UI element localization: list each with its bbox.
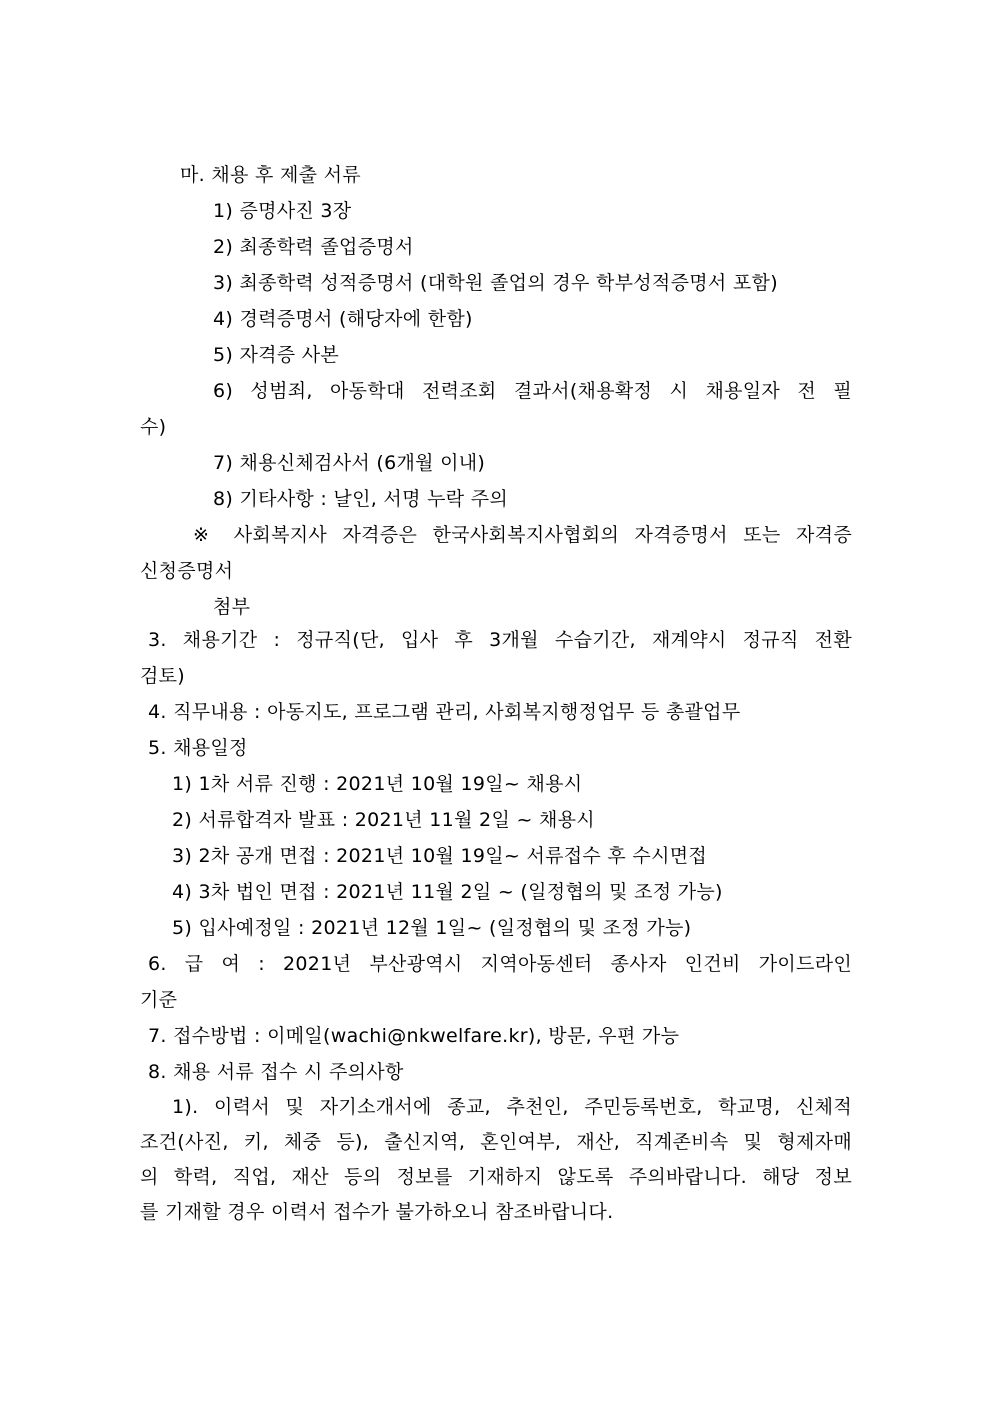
list-item: 7) 채용신체검사서 (6개월 이내)	[213, 452, 486, 474]
list-item: 4) 경력증명서 (해당자에 한함)	[213, 308, 473, 330]
schedule-item: 5) 입사예정일 : 2021년 12월 1일~ (일정협의 및 조정 가능)	[172, 917, 692, 939]
list-item-continuation: 수)	[140, 416, 167, 438]
list-item: 1) 증명사진 3장	[213, 200, 352, 222]
section-5-heading: 5. 채용일정	[148, 737, 248, 759]
note-line: 신청증명서	[140, 560, 234, 582]
section-8-paragraph-line: 조건(사진, 키, 체중 등), 출신지역, 혼인여부, 재산, 직계존비속 및 형제자매	[140, 1131, 852, 1153]
schedule-item: 3) 2차 공개 면접 : 2021년 10월 19일~ 서류접수 후 수시면접	[172, 845, 708, 867]
schedule-item: 1) 1차 서류 진행 : 2021년 10월 19일~ 채용시	[172, 773, 583, 795]
section-8-paragraph-line: 를 기재할 경우 이력서 접수가 불가하오니 참조바랍니다.	[140, 1201, 614, 1223]
section-8-paragraph-line: 의 학력, 직업, 재산 등의 정보를 기재하지 않도록 주의바랍니다. 해당 정보	[140, 1166, 852, 1188]
note-line: ※ 사회복지사 자격증은 한국사회복지사협회의 자격증명서 또는 자격증	[193, 524, 852, 546]
note-line: 첨부	[213, 596, 251, 618]
list-item: 2) 최종학력 졸업증명서	[213, 236, 414, 258]
section-6-line: 6. 급 여 : 2021년 부산광역시 지역아동센터 종사자 인건비 가이드라인	[148, 953, 852, 975]
section-6-line: 기준	[140, 989, 178, 1011]
section-3-line: 3. 채용기간 : 정규직(단, 입사 후 3개월 수습기간, 재계약시 정규직 전환	[148, 629, 852, 651]
list-item: 6) 성범죄, 아동학대 전력조회 결과서(채용확정 시 채용일자 전 필	[213, 380, 852, 402]
section-3-line: 검토)	[140, 665, 186, 687]
section-7-line: 7. 접수방법 : 이메일(wachi@nkwelfare.kr), 방문, 우편 가능	[148, 1025, 680, 1047]
list-item: 8) 기타사항 : 날인, 서명 누락 주의	[213, 488, 509, 510]
list-item: 3) 최종학력 성적증명서 (대학원 졸업의 경우 학부성적증명서 포함)	[213, 272, 778, 294]
section-heading-ma: 마. 채용 후 제출 서류	[180, 164, 361, 186]
schedule-item: 4) 3차 법인 면접 : 2021년 11월 2일 ~ (일정협의 및 조정 가능)	[172, 881, 723, 903]
section-8-paragraph-line: 1). 이력서 및 자기소개서에 종교, 추천인, 주민등록번호, 학교명, 신체적	[172, 1096, 852, 1118]
section-8-heading: 8. 채용 서류 접수 시 주의사항	[148, 1061, 404, 1083]
schedule-item: 2) 서류합격자 발표 : 2021년 11월 2일 ~ 채용시	[172, 809, 595, 831]
list-item: 5) 자격증 사본	[213, 344, 340, 366]
section-4-line: 4. 직무내용 : 아동지도, 프로그램 관리, 사회복지행정업무 등 총괄업무	[148, 701, 741, 723]
